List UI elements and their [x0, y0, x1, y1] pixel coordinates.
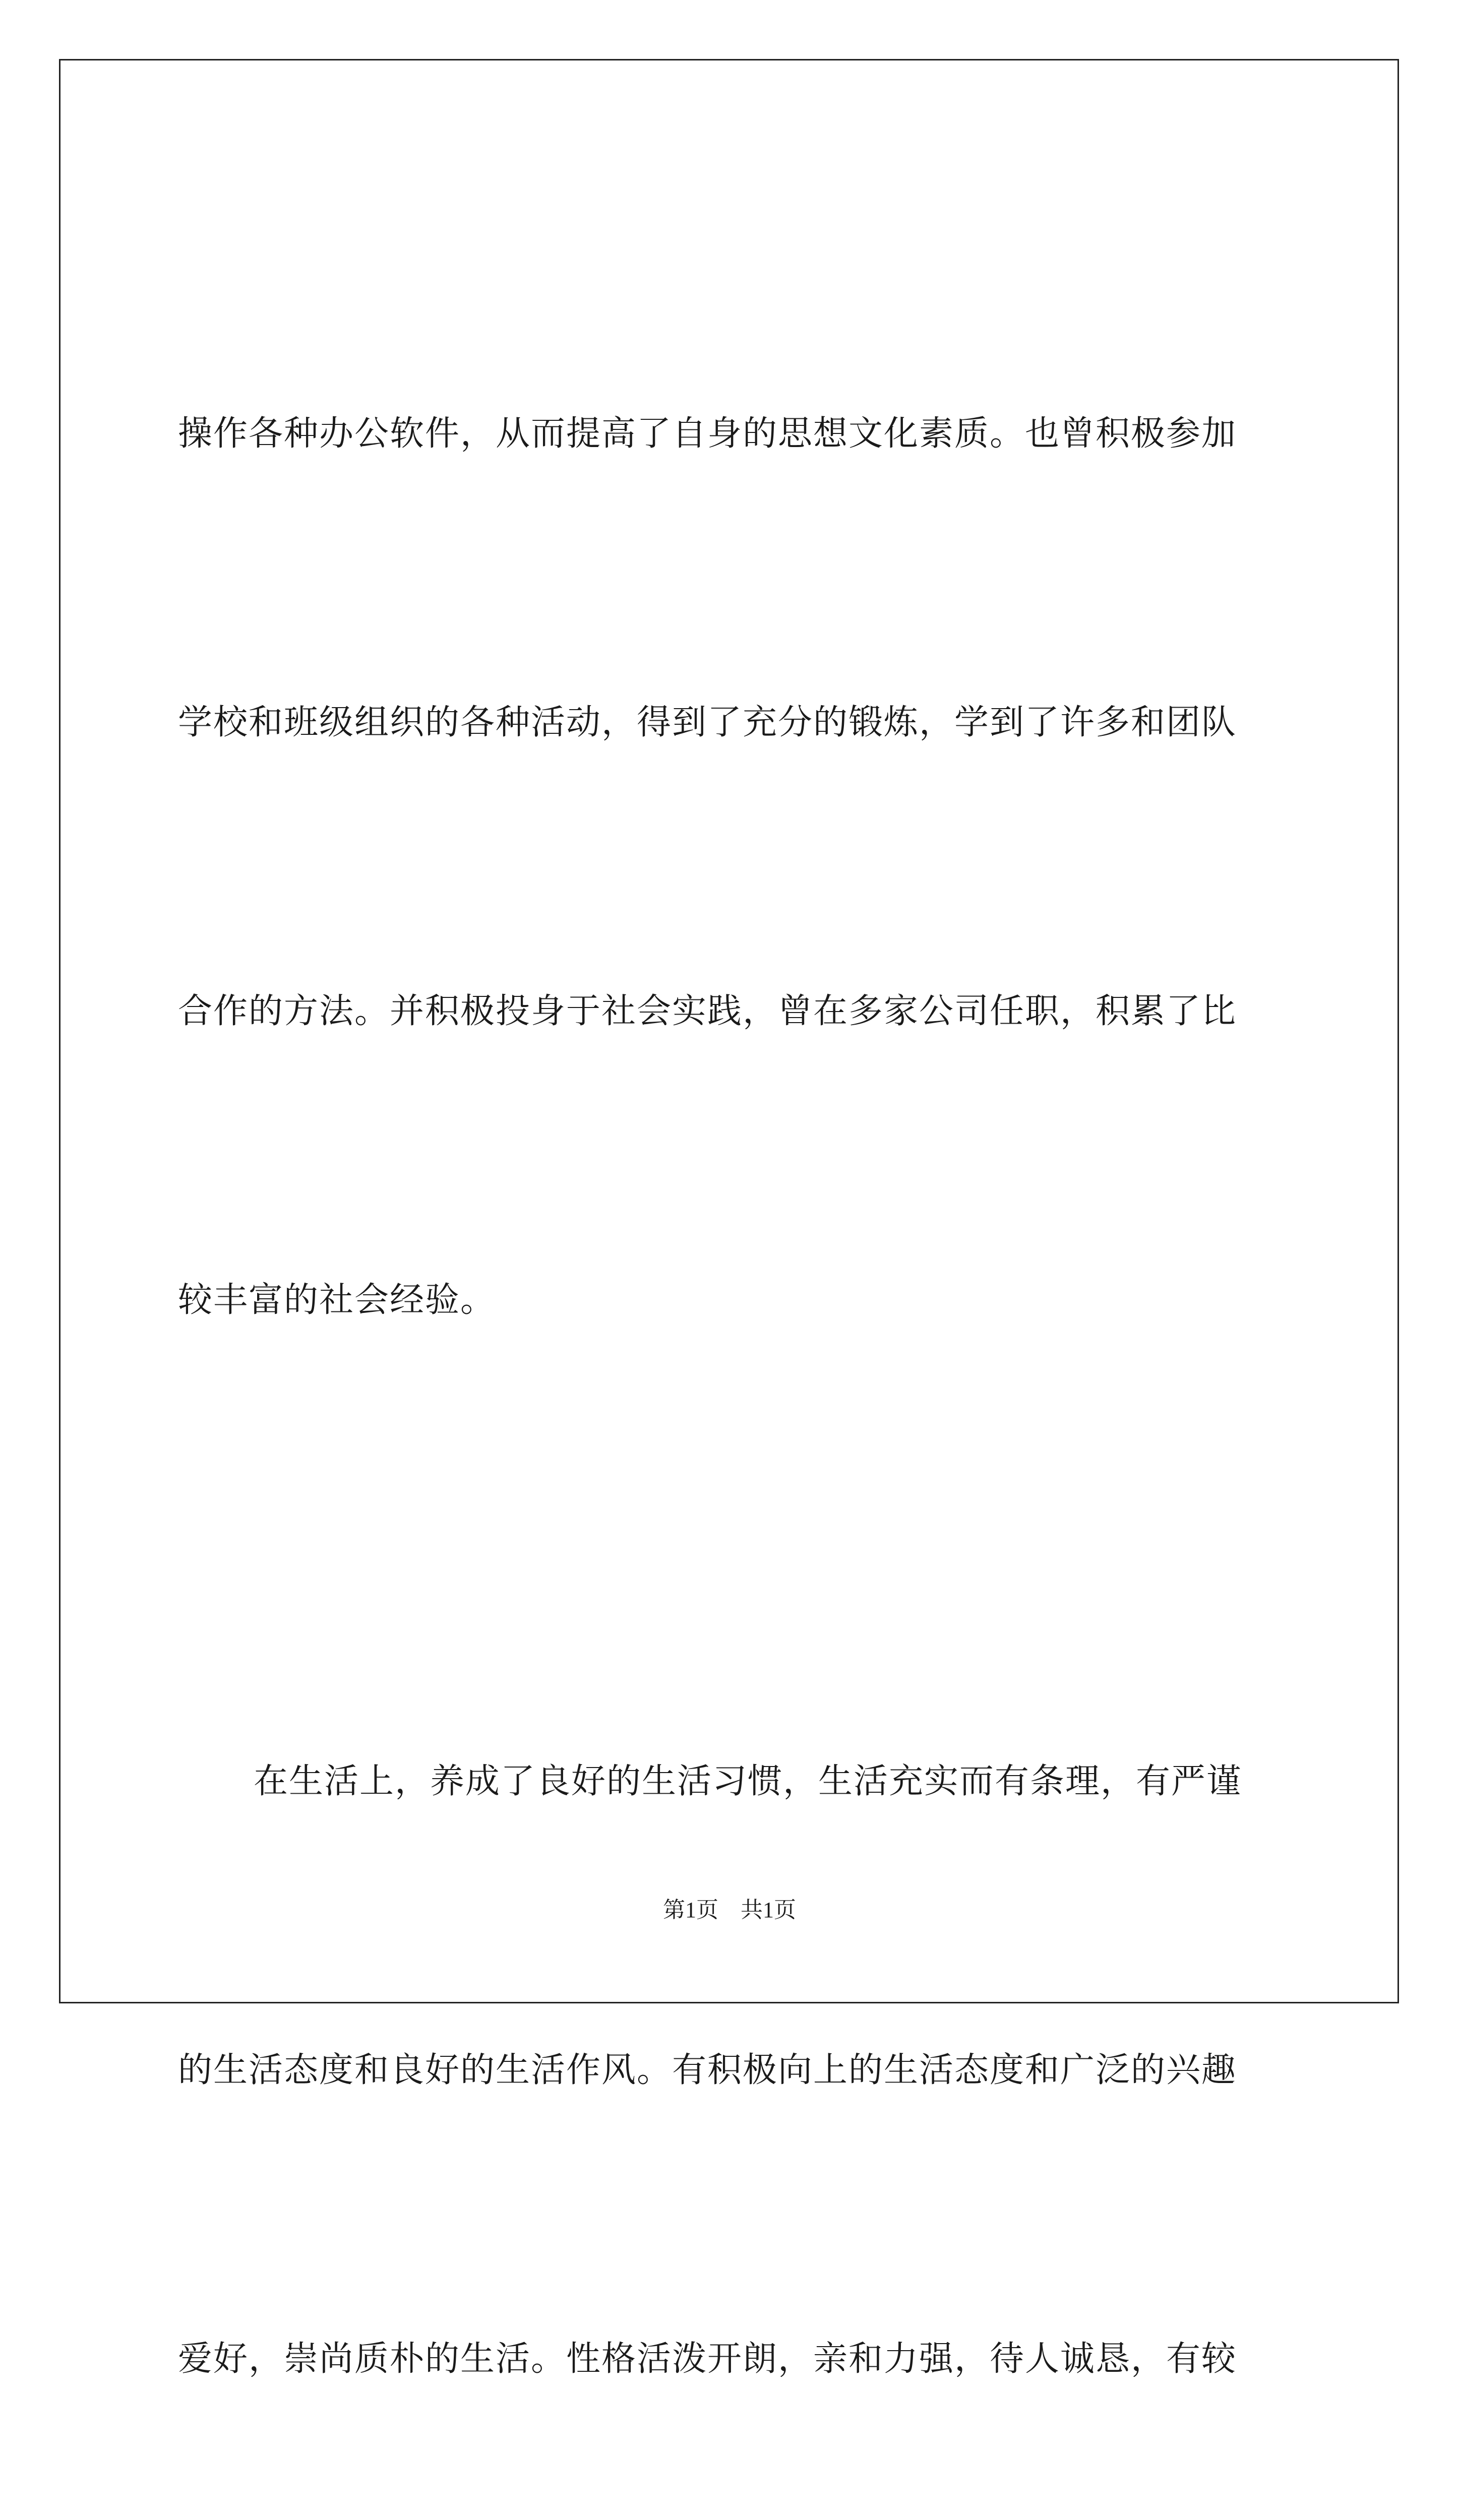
paragraph-life	[178, 1541, 1307, 2520]
text-line: 爱好，崇尚质朴的生活。性格活泼开朗，亲和力强，待人诚恳，有较	[178, 2339, 1237, 2379]
page-number-footer: 第1页 共1页	[663, 1898, 796, 1922]
text-line: 学校和班级组织的各种活动，得到了充分的锻炼，学到了许多和团队	[178, 703, 1237, 742]
text-line: 较丰富的社会经验。	[178, 1280, 496, 1320]
text-line: 的生活态度和良好的生活作风。有积极向上的生活态度和广泛的兴趣	[178, 2050, 1237, 2090]
paragraph-study-activities	[178, 193, 1307, 1541]
document-body	[178, 193, 1307, 2520]
text-line: 操作各种办公软件，从而提高了自身的思想文化素质。也曾积极参加	[178, 414, 1237, 454]
text-line: 合作的方法。并积极投身于社会实践，曾在多家公司任职，积累了比	[178, 991, 1237, 1031]
text-line: 在生活上，养成了良好的生活习惯，生活充实而有条理，有严谨	[254, 1761, 1242, 1801]
